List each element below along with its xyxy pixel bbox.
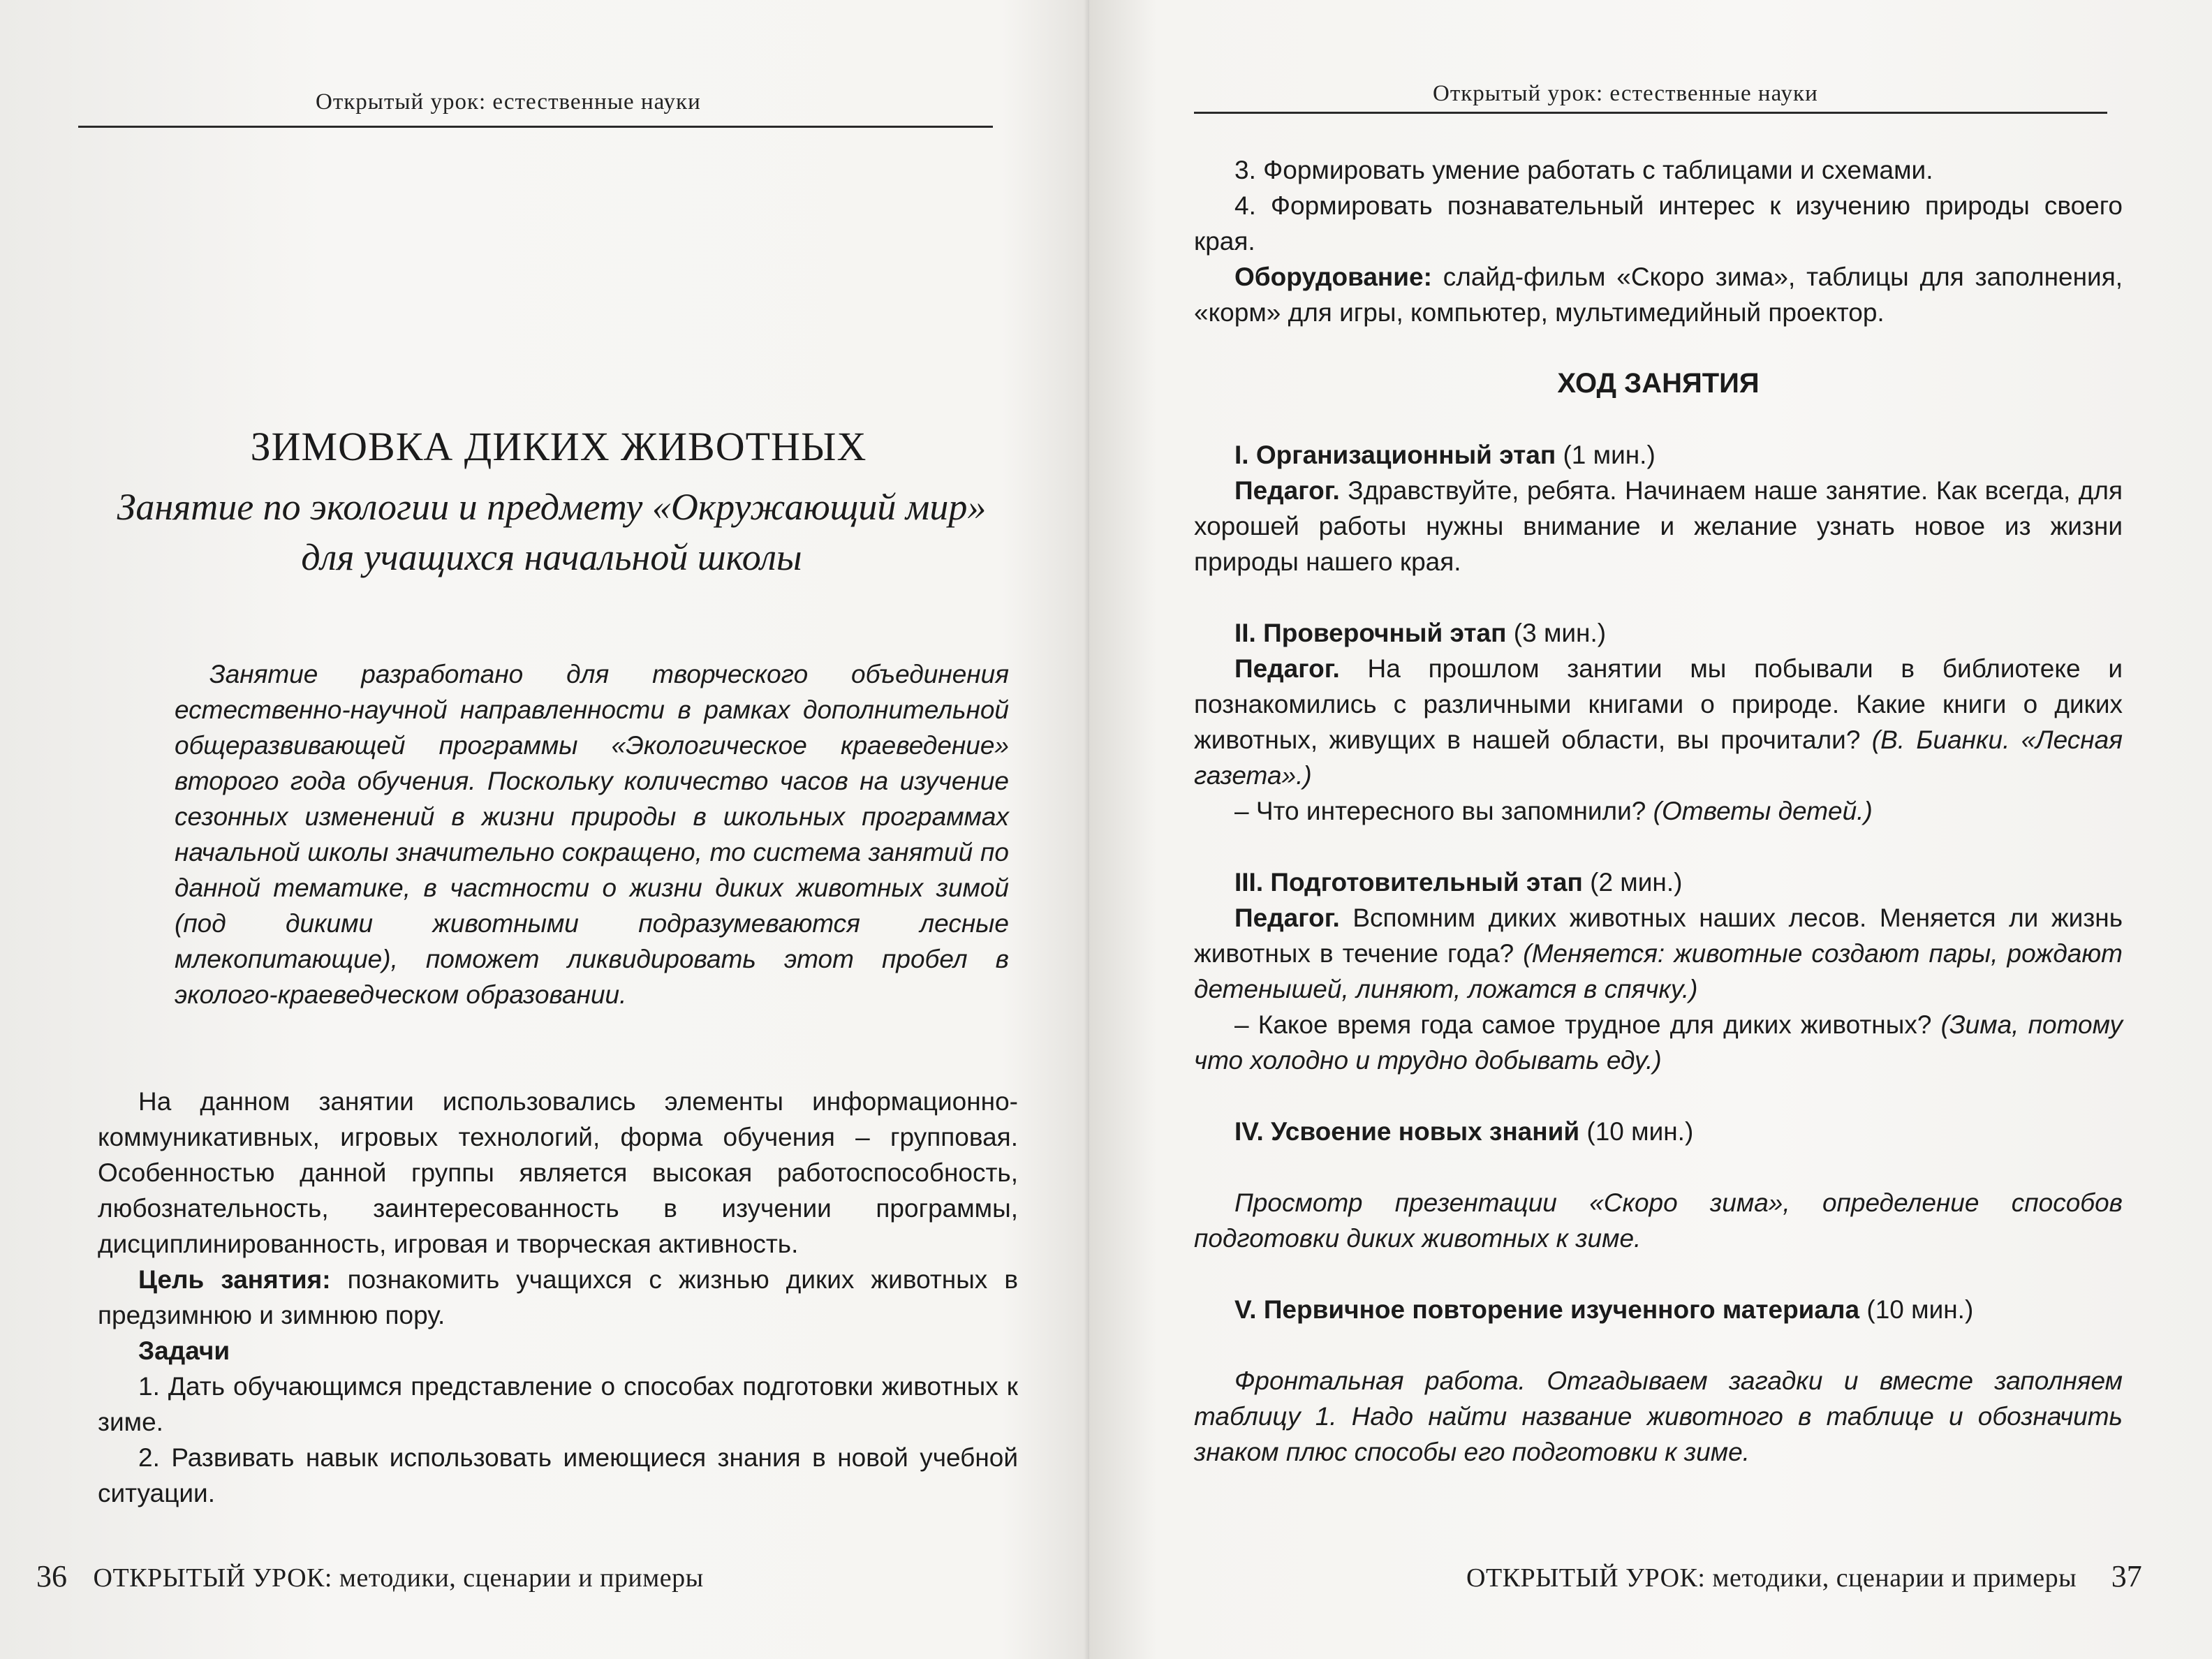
left-folio-text: ОТКРЫТЫЙ УРОК: методики, сценарии и примеры [93, 1563, 704, 1593]
stage-3-heading [1194, 864, 2123, 900]
subtitle-line-2: для учащихся начальной школы [301, 536, 802, 578]
stage-2-a2: (Ответы детей.) [1653, 797, 1873, 825]
course-heading: ХОД ЗАНЯТИЯ [1557, 368, 1760, 399]
left-running-head: Открытый урок: естественные науки [316, 89, 701, 115]
stage-3-question [1194, 1007, 2123, 1078]
equipment-label: Оборудование: [1234, 263, 1432, 291]
stage-1-text: Здравствуйте, ребята. Начинаем наше занятие. Как всегда, для хорошей работы нужны внимание и желание узнать новое из жизни природы нашего края. [1194, 476, 2123, 576]
methods-paragraph: На данном занятии использовались элементы информационно-коммуникативных, игровых технологий, форма обучения – групповая. Особенностью данной группы является высокая работоспособность, любознательность, заинтересованность в изучении программы, дисциплинированность, игровая и творческая активность. [98, 1087, 1018, 1258]
article-title: ЗИМОВКА ДИКИХ ЖИВОТНЫХ [250, 424, 867, 469]
stage-5-label: V. Первичное повторение изученного материала [1234, 1295, 1860, 1324]
stage-3-paragraph [1194, 900, 2123, 1007]
stage-5-text: Фронтальная работа. Отгадываем загадки и вместе заполняем таблицу 1. Надо найти название животного в таблице и обозначить знаком плюс способы его подготовки к зиме. [1194, 1366, 2123, 1466]
right-body [1194, 152, 2123, 1470]
stage-2-question [1194, 793, 2123, 829]
right-folio-text: ОТКРЫТЫЙ УРОК: методики, сценарии и примеры [1466, 1563, 2077, 1593]
right-header-rule [1194, 112, 2107, 114]
left-body [98, 1084, 1018, 1511]
stage-1-label: I. Организационный этап [1234, 441, 1556, 469]
goal-text: познакомить учащихся с жизнью диких животных в предзимнюю и зимнюю пору. [98, 1265, 1018, 1329]
stage-3-time: (2 мин.) [1590, 868, 1683, 897]
stage-1-teacher: Педагог. [1234, 476, 1340, 505]
stage-1-time: (1 мин.) [1563, 441, 1656, 469]
stage-2-label: II. Проверочный этап [1234, 619, 1507, 647]
stage-2-teacher: Педагог. [1234, 654, 1340, 683]
task-1: 1. Дать обучающимся представление о способах подготовки животных к зиме. [98, 1372, 1018, 1436]
page-number-36: 36 [36, 1559, 67, 1593]
task-2: 2. Развивать навык использовать имеющиеся знания в новой учебной ситуации. [98, 1443, 1018, 1507]
stage-5-heading [1194, 1292, 2123, 1327]
task-3: 3. Формировать умение работать с таблицами и схемами. [1234, 156, 1933, 184]
stage-5-time: (10 мин.) [1866, 1295, 1974, 1324]
stage-2-text: На прошлом занятии мы побывали в библиотеке и познакомились с различными книгами о природе. Какие книги о диких животных, живущих в нашей области, вы прочитали? [1194, 654, 2123, 754]
stage-2-paragraph [1194, 651, 2123, 793]
stage-4-label: IV. Усвоение новых знаний [1234, 1117, 1580, 1146]
stage-3-answer: (Меняется: животные создают пары, рождают детенышей, линяют, ложатся в спячку.) [1194, 939, 2123, 1003]
right-page [1089, 0, 2212, 1659]
stage-3-teacher: Педагог. [1234, 904, 1340, 932]
tasks-heading: Задачи [138, 1336, 230, 1365]
article-subtitle [84, 482, 1019, 582]
stage-1-heading [1194, 437, 2123, 473]
stage-4-time: (10 мин.) [1586, 1117, 1694, 1146]
left-folio [36, 1558, 704, 1594]
task-4: 4. Формировать познавательный интерес к изучению природы своего края. [1194, 191, 2123, 256]
stage-2-heading [1194, 615, 2123, 651]
stage-2-q2: – Что интересного вы запомнили? [1234, 797, 1646, 825]
right-folio [1466, 1558, 2142, 1594]
right-running-head: Открытый урок: естественные науки [1433, 81, 1818, 106]
stage-4-text: Просмотр презентации «Скоро зима», определение способов подготовки диких животных к зиме. [1194, 1188, 2123, 1253]
goal-label: Цель занятия: [138, 1265, 331, 1294]
stage-4-heading [1194, 1114, 2123, 1149]
stage-2-answer: (В. Бианки. «Лесная газета».) [1194, 725, 2123, 790]
subtitle-line-1: Занятие по экологии и предмету «Окружающий мир» [117, 486, 987, 528]
left-header-rule [78, 126, 993, 128]
intro-text: Занятие разработано для творческого объединения естественно-научной направленности в рамках дополнительной общеразвивающей программы «Экологическое краеведение» второго года обучения. Поскольку количество часов на изучение сезонных изменений в жизни природы в школьных программах начальной школы значительно сокращено, то система занятий по данной тематике, в частности о жизни диких животных зимой (под дикими животными подразумеваются лесные млекопитающие), поможет ликвидировать этот пробел в эколого-краеведческом образовании. [175, 660, 1009, 1009]
stage-3-a2: (Зима, потому что холодно и трудно добывать еду.) [1194, 1010, 2123, 1075]
equipment-paragraph [1194, 259, 2123, 330]
stage-2-time: (3 мин.) [1513, 619, 1607, 647]
equipment-text: слайд-фильм «Скоро зима», таблицы для заполнения, «корм» для игры, компьютер, мультимедийный проектор. [1194, 263, 2123, 327]
stage-3-text: Вспомним диких животных наших лесов. Меняется ли жизнь животных в течение года? [1194, 904, 2123, 968]
stage-3-label: III. Подготовительный этап [1234, 868, 1583, 897]
stage-3-q2: – Какое время года самое трудное для диких животных? [1234, 1010, 1932, 1039]
left-page [0, 0, 1089, 1659]
page-number-37: 37 [2111, 1559, 2142, 1593]
intro-paragraph [175, 656, 1009, 1012]
goal-paragraph [98, 1262, 1018, 1333]
stage-1-paragraph [1194, 473, 2123, 580]
